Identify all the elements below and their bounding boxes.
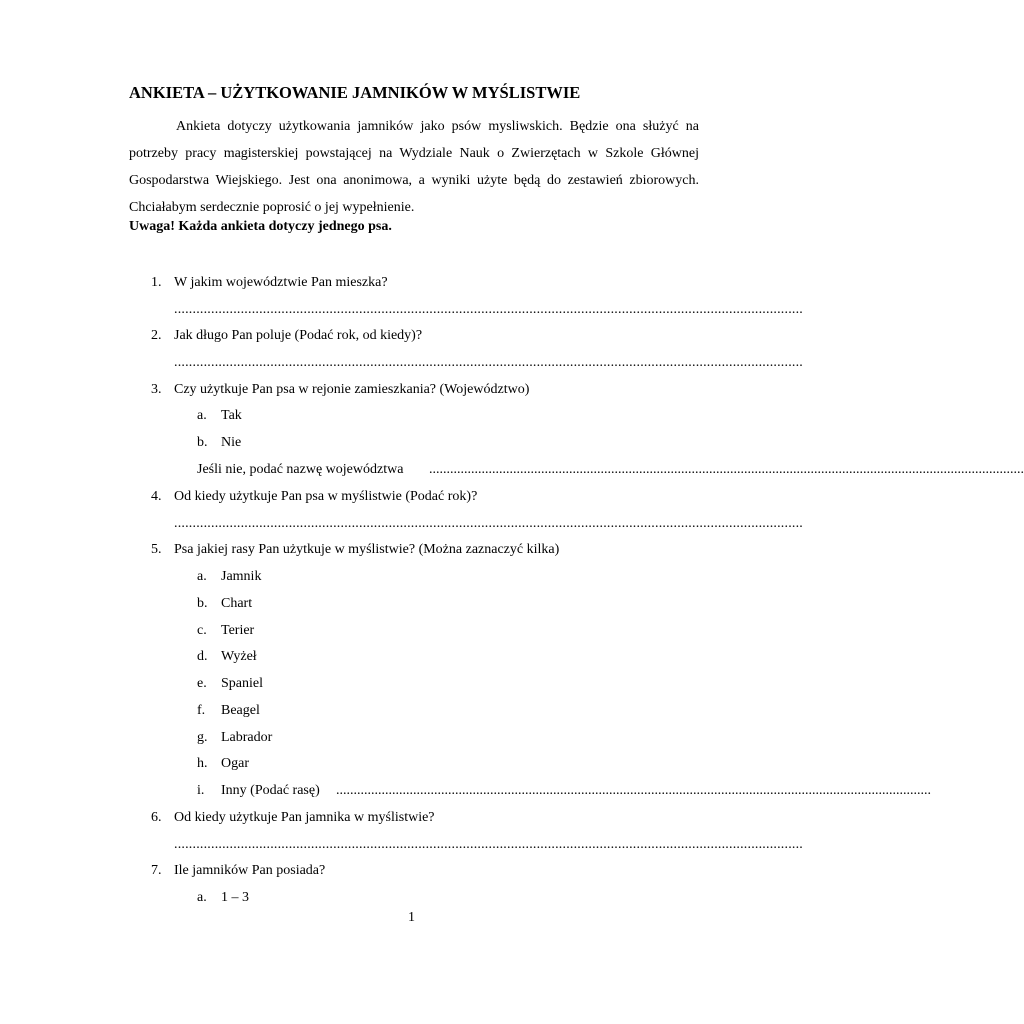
question-text: Od kiedy użytkuje Pan psa w myślistwie (Podać rok)? <box>174 489 478 504</box>
option-text: Jamnik <box>221 569 262 584</box>
option-text: 1 – 3 <box>221 890 249 905</box>
option-text: Ogar <box>221 756 249 771</box>
question-number: 5. <box>151 542 162 557</box>
question-text: W jakim województwie Pan mieszka? <box>174 275 388 290</box>
question-number: 2. <box>151 328 162 343</box>
option-text: Spaniel <box>221 676 263 691</box>
question-text: Psa jakiej rasy Pan użytkuje w myślistwie? (Można zaznaczyć kilka) <box>174 542 560 557</box>
option-letter: i. <box>197 783 205 798</box>
intro-text: Ankieta dotyczy użytkowania jamników jako psów mysliwskich. Będzie ona służyć na potrzeby pracy magisterskiej powstającej na Wydziale Nauk o Zwierzętach w Szkole Głównej Gospodarstwa Wiejskiego. Jest ona anonimowa, a wyniki użyte będą do zestawień zbiorowych. Chciałabym serdecznie poprosić o jej wypełnienie. <box>129 119 699 215</box>
question-number: 3. <box>151 382 162 397</box>
option-letter: g. <box>197 730 208 745</box>
option-letter: d. <box>197 649 208 664</box>
page-number: 1 <box>408 910 415 925</box>
answer-line-q4[interactable]: .......................................................................................................................................................................... <box>174 516 803 531</box>
option-text: Beagel <box>221 703 260 718</box>
option-text: Tak <box>221 408 242 423</box>
question-text: Jak długo Pan poluje (Podać rok, od kiedy)? <box>174 328 423 343</box>
option-letter: e. <box>197 676 207 691</box>
option-text: Wyżeł <box>221 649 257 664</box>
option-text: Inny (Podać rasę) <box>221 783 320 798</box>
followup-text: Jeśli nie, podać nazwę województwa <box>197 462 404 477</box>
answer-line-q1[interactable]: .......................................................................................................................................................................... <box>174 302 803 317</box>
question-number: 6. <box>151 810 162 825</box>
question-text: Ile jamników Pan posiada? <box>174 863 326 878</box>
followup-q3 <box>197 460 403 480</box>
option-text: Terier <box>221 623 255 638</box>
question-number: 4. <box>151 489 162 504</box>
option-text: Labrador <box>221 730 273 745</box>
question-text: Od kiedy użytkuje Pan jamnika w myślistwie? <box>174 810 435 825</box>
answer-line-q3[interactable]: .......................................................................................................................................................................... <box>429 462 1024 477</box>
intro-paragraph <box>129 113 699 221</box>
answer-line-q2[interactable]: .......................................................................................................................................................................... <box>174 355 803 370</box>
option-letter: a. <box>197 569 207 584</box>
page-title: ANKIETA – UŻYTKOWANIE JAMNIKÓW W MYŚLISTWIE <box>129 83 581 102</box>
option-letter: c. <box>197 623 207 638</box>
option-text: Chart <box>221 596 253 611</box>
question-number: 1. <box>151 275 162 290</box>
answer-line-q5-other[interactable]: .......................................................................................................................................................................... <box>336 783 931 798</box>
option-letter: a. <box>197 408 207 423</box>
option-letter: h. <box>197 756 208 771</box>
option-letter: f. <box>197 703 206 718</box>
question-text: Czy użytkuje Pan psa w rejonie zamieszkania? (Województwo) <box>174 382 530 397</box>
warning-note: Uwaga! Każda ankieta dotyczy jednego psa. <box>129 219 392 234</box>
option-letter: b. <box>197 596 208 611</box>
option-letter: b. <box>197 435 208 450</box>
answer-line-q6[interactable]: .......................................................................................................................................................................... <box>174 837 803 852</box>
option-text: Nie <box>221 435 242 450</box>
question-number: 7. <box>151 863 162 878</box>
option-letter: a. <box>197 890 207 905</box>
